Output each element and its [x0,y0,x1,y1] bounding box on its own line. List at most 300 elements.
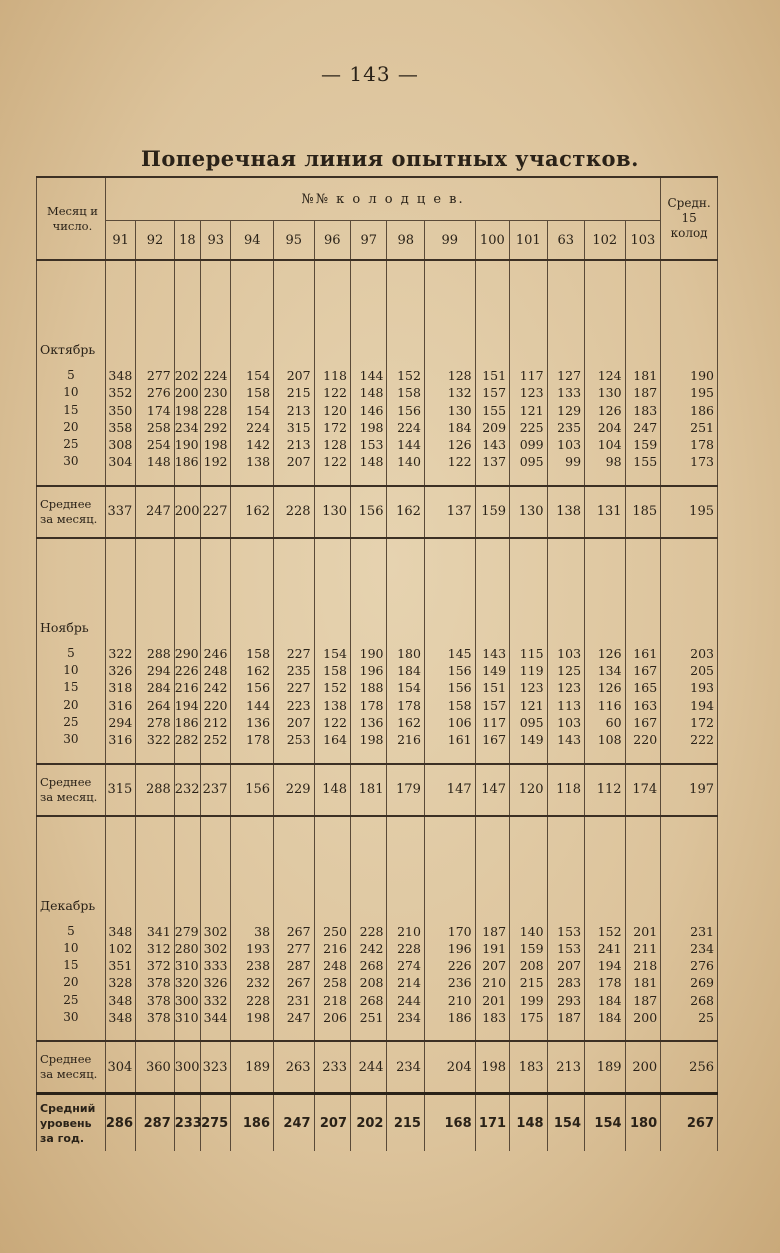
reading-value: 302 [203,923,228,939]
reading-value: 224 [246,419,271,435]
average-value: 288 [136,764,174,816]
average-value: 189 [585,1041,626,1094]
header-well-number: 96 [314,221,350,261]
reading-value: 145 [447,645,472,661]
reading-value: 292 [203,419,228,435]
reading-value: 154 [323,645,348,661]
average-value: 138 [547,486,584,538]
empty-cell [387,538,424,645]
year-value: 202 [351,1094,387,1152]
header-well-number: 95 [274,221,315,261]
header-row-label: Месяц и число. [37,177,106,260]
empty-cell [351,260,387,367]
average-value: 130 [510,486,547,538]
reading-value: 187 [633,992,658,1008]
reading-value: 186 [690,402,714,418]
average-value: 137 [424,486,475,538]
reading-value: 198 [174,402,199,418]
reading-value: 269 [690,975,714,991]
reading-value: 187 [633,385,658,401]
reading-value: 153 [557,940,582,956]
well-values [314,645,350,764]
reading-value: 099 [519,437,544,453]
average-value: 189 [231,1041,274,1094]
day-number: 10 [63,663,79,678]
reading-value: 190 [174,437,199,453]
reading-value: 181 [633,368,658,383]
average-value: 247 [136,486,174,538]
day-number: 20 [63,697,79,712]
empty-cell [274,816,315,923]
average-value: 148 [314,764,350,816]
reading-value: 348 [108,992,133,1008]
reading-value: 115 [519,645,544,661]
reading-value: 210 [397,923,421,939]
day-number: 5 [67,368,75,382]
average-value: 228 [274,486,315,538]
empty-cell [424,260,475,367]
reading-value: 126 [447,437,472,453]
header-well-number: 100 [475,221,509,261]
reading-value: 378 [146,992,171,1008]
reading-value: 161 [447,732,472,748]
well-values [625,645,661,764]
well-values [547,923,584,1042]
header-well-number: 99 [424,221,475,261]
reading-value: 302 [203,940,228,956]
reading-value: 210 [482,975,507,991]
day-number: 5 [67,923,75,938]
header-well-number: 92 [136,221,174,261]
reading-value: 159 [519,940,544,956]
reading-value: 128 [447,368,472,383]
well-values [274,923,315,1042]
reading-value: 294 [108,714,133,730]
average-value: 120 [510,764,547,816]
reading-value: 124 [597,368,622,383]
empty-cell [136,260,174,367]
average-value: 200 [625,1041,661,1094]
reading-value: 136 [359,714,384,730]
year-label: Средний уровень за год. [37,1094,106,1152]
reading-value: 178 [690,437,714,453]
year-value: 154 [585,1094,626,1152]
average-value: 197 [661,764,718,816]
reading-value: 224 [203,368,228,383]
well-values [136,645,174,764]
reading-value: 276 [690,958,714,974]
empty-cell [585,816,626,923]
well-values [661,645,718,764]
empty-cell [314,816,350,923]
reading-value: 136 [246,714,271,730]
header-well-number: 103 [625,221,661,261]
reading-value: 290 [174,645,199,661]
reading-value: 200 [174,385,199,401]
average-value: 234 [387,1041,424,1094]
reading-value: 211 [633,940,658,956]
reading-value: 227 [286,680,311,696]
day-list [37,367,106,486]
reading-value: 132 [447,385,472,401]
average-value: 195 [661,486,718,538]
empty-cell [585,260,626,367]
well-values [105,367,135,486]
well-values [475,923,509,1042]
reading-value: 277 [286,940,311,956]
empty-cell [201,260,231,367]
month-average-row [37,486,718,538]
reading-value: 200 [633,1010,658,1026]
reading-value: 167 [482,732,507,748]
reading-value: 095 [519,714,544,730]
reading-value: 204 [597,419,622,435]
empty-cell [387,816,424,923]
month-average-row [37,1041,718,1094]
reading-value: 178 [597,975,622,991]
reading-value: 226 [447,958,472,974]
well-values [201,367,231,486]
header-well-number: 102 [585,221,626,261]
day-list [37,645,106,764]
reading-value: 258 [323,975,348,991]
well-values [351,367,387,486]
reading-value: 142 [246,437,271,453]
average-value: 323 [201,1041,231,1094]
reading-value: 234 [397,1010,421,1026]
empty-cell [105,260,135,367]
reading-value: 224 [397,419,421,435]
reading-value: 146 [359,402,384,418]
average-value: 233 [314,1041,350,1094]
empty-cell [201,538,231,645]
well-values [585,367,626,486]
well-values [231,645,274,764]
reading-value: 198 [359,732,384,748]
reading-value: 274 [397,958,421,974]
reading-value: 207 [557,958,582,974]
reading-value: 144 [359,368,384,383]
empty-cell [105,816,135,923]
reading-value: 244 [397,992,421,1008]
reading-value: 143 [482,437,507,453]
average-value: 204 [424,1041,475,1094]
reading-value: 154 [397,680,421,696]
reading-value: 137 [482,454,507,470]
header-well-number: 63 [547,221,584,261]
empty-cell [174,260,200,367]
reading-value: 276 [146,385,171,401]
reading-value: 122 [323,714,348,730]
reading-value: 181 [633,975,658,991]
day-number: 15 [63,680,79,695]
empty-cell [510,260,547,367]
reading-value: 152 [597,923,622,939]
well-values [585,923,626,1042]
reading-value: 140 [397,454,421,470]
average-value: 232 [174,764,200,816]
reading-value: 183 [633,402,658,418]
reading-value: 164 [323,732,348,748]
day-number: 5 [67,645,75,660]
reading-value: 226 [174,663,199,679]
reading-value: 208 [519,958,544,974]
day-number: 10 [63,940,79,955]
reading-value: 378 [146,1010,171,1026]
reading-value: 352 [108,385,133,401]
day-number: 15 [63,402,79,417]
empty-cell [661,538,718,645]
reading-value: 157 [482,697,507,713]
average-label: Среднее за месяц. [37,764,106,816]
well-values [231,367,274,486]
well-values [625,367,661,486]
reading-value: 163 [633,697,658,713]
reading-value: 183 [482,1010,507,1026]
reading-value: 322 [146,732,171,748]
reading-value: 196 [359,663,384,679]
reading-value: 267 [286,975,311,991]
reading-value: 126 [597,680,622,696]
reading-value: 184 [597,992,622,1008]
year-value: 287 [136,1094,174,1152]
reading-value: 138 [323,697,348,713]
reading-value: 348 [108,1010,133,1026]
well-values [387,367,424,486]
reading-value: 207 [286,454,311,470]
year-value: 286 [105,1094,135,1152]
well-values [547,367,584,486]
reading-value: 318 [108,680,133,696]
average-label: Среднее за месяц. [37,1041,106,1094]
reading-value: 108 [597,732,622,748]
reading-value: 99 [565,454,582,470]
average-value: 300 [174,1041,200,1094]
reading-value: 251 [690,419,714,435]
well-values [424,645,475,764]
day-number: 25 [63,437,79,452]
reading-value: 154 [246,368,271,383]
year-value: 180 [625,1094,661,1152]
average-label: Среднее за месяц. [37,486,106,538]
reading-value: 162 [397,714,421,730]
average-value: 337 [105,486,135,538]
reading-value: 215 [286,385,311,401]
reading-value: 130 [597,385,622,401]
reading-value: 312 [146,940,171,956]
empty-cell [625,538,661,645]
header-well-number: 93 [201,221,231,261]
reading-value: 158 [397,385,421,401]
day-number: 25 [63,992,79,1007]
reading-value: 123 [519,680,544,696]
reading-value: 282 [174,732,199,748]
reading-value: 103 [557,714,582,730]
reading-value: 152 [397,368,421,383]
reading-value: 158 [246,385,271,401]
reading-value: 278 [146,714,171,730]
reading-value: 280 [174,940,199,956]
average-value: 200 [174,486,200,538]
reading-value: 144 [246,697,271,713]
reading-value: 122 [447,454,472,470]
header-wells-group: №№ к о л о д ц е в. [105,177,660,221]
reading-value: 225 [519,419,544,435]
day-number: 10 [63,385,79,400]
well-values [105,923,135,1042]
reading-value: 187 [482,923,507,939]
reading-value: 228 [359,923,384,939]
reading-value: 277 [146,368,171,383]
reading-value: 155 [633,454,658,470]
average-value: 256 [661,1041,718,1094]
reading-value: 187 [557,1010,582,1026]
reading-value: 191 [482,940,507,956]
reading-value: 218 [323,992,348,1008]
reading-value: 268 [359,992,384,1008]
reading-value: 128 [323,437,348,453]
reading-value: 214 [397,975,421,991]
reading-value: 148 [146,454,171,470]
reading-value: 207 [482,958,507,974]
average-value: 198 [475,1041,509,1094]
empty-cell [475,816,509,923]
year-value: 233 [174,1094,200,1152]
reading-value: 230 [203,385,228,401]
empty-cell [547,538,584,645]
reading-value: 188 [359,680,384,696]
well-values [174,367,200,486]
reading-value: 158 [447,697,472,713]
reading-value: 216 [174,680,199,696]
reading-value: 152 [323,680,348,696]
year-value: 275 [201,1094,231,1152]
empty-cell [231,816,274,923]
reading-value: 235 [286,663,311,679]
reading-value: 332 [203,992,228,1008]
well-values [105,645,135,764]
reading-value: 167 [633,714,658,730]
reading-value: 148 [359,454,384,470]
empty-cell [475,538,509,645]
reading-value: 228 [397,940,421,956]
reading-value: 119 [519,663,544,679]
average-value: 118 [547,764,584,816]
reading-value: 103 [557,645,582,661]
empty-cell [387,260,424,367]
reading-value: 209 [482,419,507,435]
reading-value: 251 [359,1010,384,1026]
reading-value: 126 [597,645,622,661]
well-values [510,923,547,1042]
well-values [547,645,584,764]
header-well-number: 97 [351,221,387,261]
reading-value: 207 [286,368,311,383]
empty-cell [547,260,584,367]
reading-value: 344 [203,1010,228,1026]
month-header-row [37,260,718,367]
year-value: 267 [661,1094,718,1152]
reading-value: 121 [519,402,544,418]
reading-value: 198 [203,437,228,453]
reading-value: 198 [359,419,384,435]
reading-value: 156 [397,402,421,418]
reading-value: 238 [246,958,271,974]
well-values [424,923,475,1042]
month-name: Декабрь [37,816,106,923]
reading-value: 212 [203,714,228,730]
empty-cell [314,260,350,367]
reading-value: 206 [323,1010,348,1026]
reading-value: 326 [108,663,133,679]
reading-value: 222 [690,732,714,748]
reading-value: 264 [146,697,171,713]
average-value: 244 [351,1041,387,1094]
reading-value: 284 [146,680,171,696]
reading-value: 174 [146,402,171,418]
reading-value: 213 [286,437,311,453]
empty-cell [510,816,547,923]
well-values [174,923,200,1042]
year-average-row [37,1094,718,1152]
average-value: 360 [136,1041,174,1094]
reading-value: 103 [557,437,582,453]
reading-value: 167 [633,663,658,679]
empty-cell [274,260,315,367]
well-values [475,645,509,764]
average-value: 227 [201,486,231,538]
empty-cell [314,538,350,645]
reading-value: 143 [482,645,507,661]
reading-value: 125 [557,663,582,679]
reading-value: 310 [174,1010,199,1026]
reading-value: 333 [203,958,228,974]
reading-value: 116 [597,697,622,713]
well-values [136,923,174,1042]
reading-value: 242 [203,680,228,696]
reading-value: 322 [108,645,133,661]
reading-value: 199 [519,992,544,1008]
reading-value: 216 [397,732,421,748]
month-data-row [37,923,718,1042]
reading-value: 156 [447,663,472,679]
reading-value: 216 [323,940,348,956]
reading-value: 310 [174,958,199,974]
reading-value: 190 [359,645,384,661]
header-well-number: 98 [387,221,424,261]
reading-value: 138 [246,454,271,470]
average-value: 162 [231,486,274,538]
empty-cell [231,260,274,367]
day-number: 25 [63,714,79,729]
reading-value: 252 [203,732,228,748]
reading-value: 348 [108,368,133,383]
reading-value: 184 [447,419,472,435]
reading-value: 127 [557,368,582,383]
page-number: — 143 — [321,62,419,86]
reading-value: 129 [557,402,582,418]
reading-value: 246 [203,645,228,661]
reading-value: 341 [146,923,171,939]
reading-value: 248 [203,663,228,679]
empty-cell [136,816,174,923]
reading-value: 117 [519,368,544,383]
average-value: 156 [351,486,387,538]
year-value: 154 [547,1094,584,1152]
empty-cell [661,260,718,367]
reading-value: 253 [286,732,311,748]
reading-value: 316 [108,732,133,748]
